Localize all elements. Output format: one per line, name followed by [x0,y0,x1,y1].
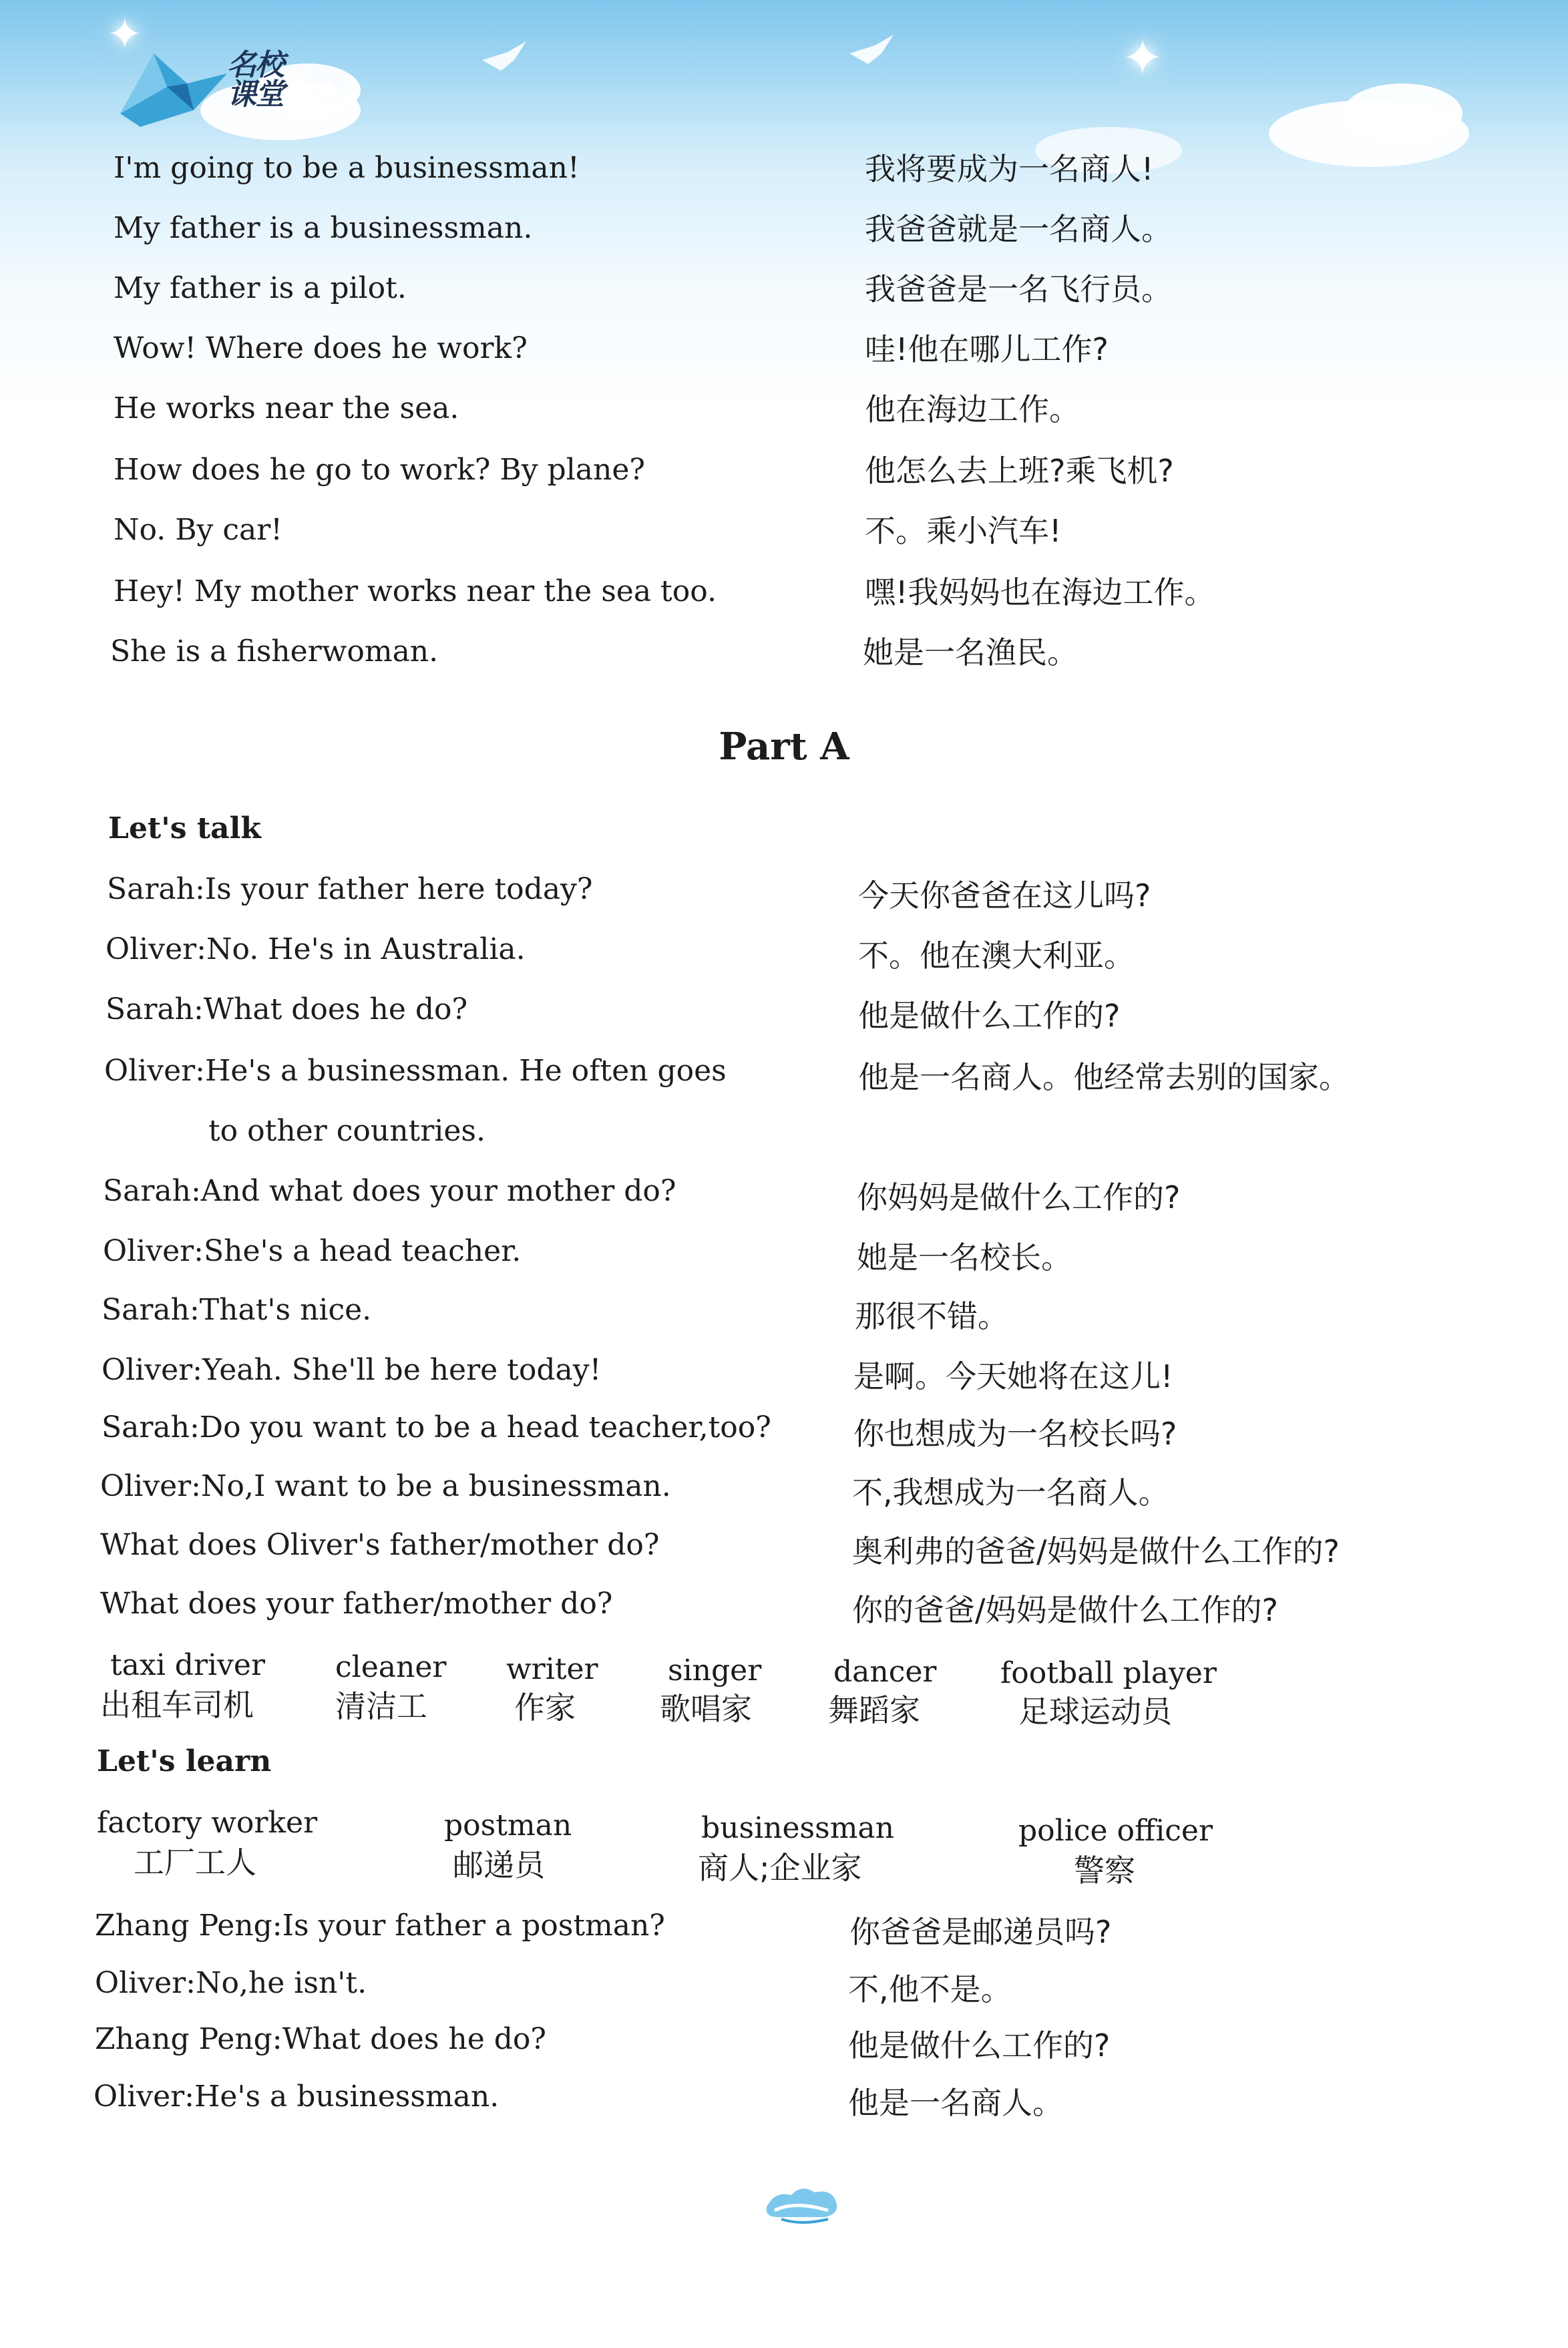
talk-line-cn: 是啊。今天她将在这儿! [853,1358,1173,1394]
talk-line-cn: 他是做什么工作的? [858,998,1121,1034]
vocab-word-cn: 足球运动员 [1018,1694,1172,1730]
logo-bottom-text: 课堂 [227,77,283,112]
vocab-word-en: factory worker [97,1806,318,1840]
talk-line-cn: 你也想成为一名校长吗? [853,1416,1177,1452]
learn-line-cn: 你爸爸是邮递员吗? [849,1914,1112,1950]
intro-line-en: My father is a businessman. [114,211,533,245]
part-title: Part A [719,725,849,769]
vocab-word-cn: 作家 [514,1690,576,1726]
intro-line-en: Wow! Where does he work? [114,331,528,365]
logo [114,47,314,140]
learn-line-en: Oliver:He's a businessman. [93,2080,500,2114]
talk-line-cn: 奥利弗的爸爸/妈妈是做什么工作的? [852,1533,1340,1569]
talk-line-en: Oliver:He's a businessman. He often goes [104,1054,727,1088]
learn-line-en: Zhang Peng:What does he do? [95,2022,546,2056]
cloud-decoration [1342,83,1462,144]
talk-line-cn: 你妈妈是做什么工作的? [857,1179,1181,1215]
talk-line-en: Sarah:That's nice. [102,1293,372,1327]
logo-text [227,48,283,112]
intro-line-en: I'm going to be a businessman! [114,151,580,185]
intro-line-cn: 我爸爸就是一名商人。 [865,211,1172,247]
vocab-word-cn: 舞蹈家 [828,1692,920,1728]
intro-line-en: No. By car! [114,513,282,547]
logo-top-text: 名校 [227,48,283,82]
intro-line-en: Hey! My mother works near the sea too. [114,574,717,608]
sparkle-icon: ✦ [107,10,143,59]
talk-line-cn: 你的爸爸/妈妈是做什么工作的? [852,1592,1278,1628]
intro-line-cn: 我爸爸是一名飞行员。 [865,271,1172,307]
learn-line-cn: 不,他不是。 [848,1971,1012,2007]
vocab-word-en: businessman [701,1811,894,1845]
intro-line-en: He works near the sea. [114,391,459,425]
intro-line-cn: 不。乘小汽车! [865,513,1062,549]
learn-heading: Let's learn [97,1744,272,1778]
bird-icon [481,40,528,73]
vocab-word-en: writer [506,1652,598,1686]
vocab-word-cn: 商人;企业家 [698,1850,862,1886]
vocab-word-en: singer [668,1653,762,1688]
vocab-word-cn: 歌唱家 [660,1691,752,1727]
bird-icon [848,33,895,67]
talk-line-cn: 那很不错。 [855,1298,1008,1334]
talk-line-en: Sarah:Is your father here today? [107,872,593,906]
vocab-word-en: postman [444,1808,572,1842]
vocab-word-cn: 工厂工人 [134,1844,256,1881]
intro-line-cn: 他在海边工作。 [865,391,1080,427]
talk-line-en: What does Oliver's father/mother do? [100,1528,660,1562]
learn-line-en: Zhang Peng:Is your father a postman? [95,1909,665,1943]
vocab-word-en: football player [1000,1656,1217,1690]
talk-line-cn: 今天你爸爸在这儿吗? [858,877,1151,914]
intro-line-cn: 他怎么去上班?乘飞机? [865,453,1174,489]
talk-line-en: Sarah:And what does your mother do? [103,1174,676,1208]
intro-line-cn: 我将要成为一名商人! [865,151,1154,187]
intro-line-cn: 哇!他在哪儿工作? [865,331,1109,367]
talk-line-cn: 她是一名校长。 [857,1239,1072,1276]
intro-line-cn: 她是一名渔民。 [863,634,1078,670]
talk-line-en: Oliver:Yeah. She'll be here today! [102,1353,602,1387]
talk-heading: Let's talk [108,811,261,845]
talk-line-en: Sarah:What does he do? [106,992,468,1026]
sparkle-icon: ✦ [314,70,345,112]
intro-line-en: My father is a pilot. [114,271,407,305]
vocab-word-cn: 邮递员 [453,1847,545,1883]
cloud-page-icon [761,2180,841,2227]
talk-line-en: Oliver:She's a head teacher. [103,1234,522,1268]
learn-line-cn: 他是一名商人。 [848,2085,1063,2121]
talk-line-en: What does your father/mother do? [100,1587,613,1621]
vocab-word-cn: 清洁工 [335,1688,427,1724]
learn-line-en: Oliver:No,he isn't. [95,1966,367,2000]
talk-line-cn: 不,我想成为一名商人。 [852,1475,1169,1511]
intro-line-cn: 嘿!我妈妈也在海边工作。 [865,574,1215,610]
vocab-word-cn: 警察 [1074,1852,1135,1889]
vocab-word-en: cleaner [335,1650,447,1684]
talk-line-cn: 不。他在澳大利亚。 [858,938,1135,974]
talk-line-en: Oliver:No,I want to be a businessman. [100,1469,671,1503]
talk-line-en: to other countries. [208,1114,485,1148]
talk-line-en: Sarah:Do you want to be a head teacher,too? [102,1410,771,1444]
intro-line-en: How does he go to work? By plane? [114,453,645,487]
learn-line-cn: 他是做什么工作的? [848,2027,1111,2064]
talk-line-cn: 他是一名商人。他经常去别的国家。 [858,1059,1350,1095]
vocab-word-cn: 出租车司机 [100,1687,254,1723]
sparkle-icon: ✦ [1122,29,1164,87]
vocab-word-en: taxi driver [110,1648,265,1682]
vocab-word-en: police officer [1018,1814,1213,1848]
intro-line-en: She is a fisherwoman. [110,634,439,668]
paper-bird-icon [114,47,234,134]
vocab-word-en: dancer [833,1655,937,1689]
talk-line-en: Oliver:No. He's in Australia. [106,932,526,966]
